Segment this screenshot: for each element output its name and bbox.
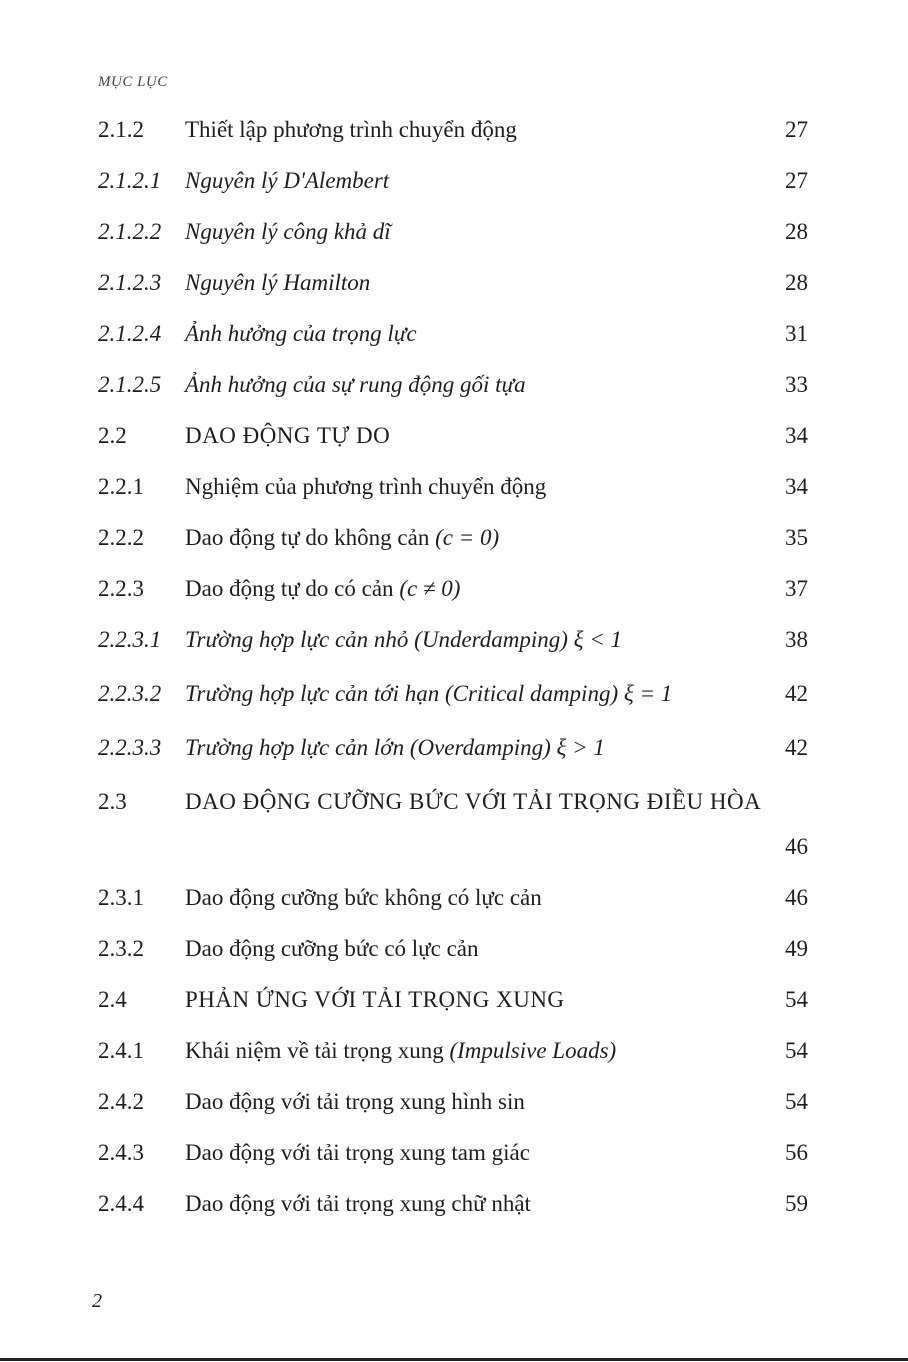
toc-entry-page: 27: [785, 117, 808, 142]
toc-entry-page: 27: [785, 168, 808, 193]
toc-entry[interactable]: [98, 1076, 820, 1127]
toc-entry-title: Ảnh hưởng của trọng lực: [185, 321, 417, 346]
toc-entry[interactable]: [98, 923, 820, 974]
toc-entry-title: [185, 1025, 765, 1076]
toc-entry-title: Nguyên lý D'Alembert: [185, 168, 390, 193]
toc-entry-number: 2.3: [98, 789, 127, 814]
toc-entry-page: 46: [785, 885, 808, 910]
toc-entry-page: 38: [785, 627, 808, 652]
toc-entry-title: Nghiệm của phương trình chuyển động: [185, 474, 547, 499]
toc-entry[interactable]: [98, 206, 820, 257]
toc-entry-title: Dao động cưỡng bức có lực cản: [185, 936, 479, 961]
toc-entry[interactable]: [98, 410, 820, 461]
toc-entry[interactable]: [98, 1127, 820, 1178]
toc-entry[interactable]: [98, 512, 820, 563]
toc-entry-page: 37: [785, 576, 808, 601]
toc-entry-page: 28: [785, 270, 808, 295]
toc-entry-number: 2.1.2.3: [98, 270, 162, 295]
toc-entry-page: 42: [785, 735, 808, 760]
toc-entry-title: Dao động với tải trọng xung tam giác: [185, 1140, 530, 1165]
toc-entry-page: 35: [785, 525, 808, 550]
toc-entry-page: 54: [785, 1038, 808, 1063]
toc-entry-number: 2.2.3: [98, 576, 144, 601]
toc-entry[interactable]: [98, 668, 820, 722]
page-number: 2: [92, 1290, 102, 1312]
toc-entry-page: 42: [785, 681, 808, 706]
toc-entry-title: Nguyên lý công khả dĩ: [185, 219, 391, 244]
toc-entry-number: 2.4.2: [98, 1089, 144, 1114]
toc-entry-number: 2.4.3: [98, 1140, 144, 1165]
toc-entry[interactable]: [98, 614, 820, 668]
toc-entry-title-text: Khái niệm về tải trọng xung: [185, 1038, 444, 1063]
toc-entry-page: 31: [785, 321, 808, 346]
toc-entry-title: Dao động với tải trọng xung chữ nhật: [185, 1191, 531, 1216]
toc-entry-number: 2.2.1: [98, 474, 144, 499]
toc-entry-number: 2.1.2.2: [98, 219, 162, 244]
toc-entry[interactable]: [98, 461, 820, 512]
toc-entry-page: 34: [785, 423, 808, 448]
toc-entry-number: 2.4.1: [98, 1038, 144, 1063]
toc-entry-title-math: (Impulsive Loads): [449, 1038, 617, 1063]
toc-entry-page: 49: [785, 936, 808, 961]
toc-entry[interactable]: [98, 1025, 820, 1076]
toc-entry-page: 34: [785, 474, 808, 499]
toc-entry-number: 2.4: [98, 987, 127, 1012]
toc-entry-title: Trường hợp lực cản lớn (Overdamping) ξ > 1: [185, 735, 605, 760]
toc-entry[interactable]: [98, 872, 820, 923]
toc-entry-title-text: Dao động tự do có cản: [185, 576, 394, 601]
toc-entry[interactable]: [98, 563, 820, 614]
toc-entry-title: DAO ĐỘNG CƯỠNG BỨC VỚI TẢI TRỌNG ĐIỀU HÒA: [185, 789, 762, 814]
toc-entry-title: PHẢN ỨNG VỚI TẢI TRỌNG XUNG: [185, 987, 565, 1012]
toc-entry-title: Dao động cưỡng bức không có lực cản: [185, 885, 542, 910]
toc-entry-page: 54: [785, 1089, 808, 1114]
toc-entry-title-math: (c = 0): [435, 525, 500, 550]
toc-entry-title: [185, 512, 765, 563]
toc-entry-page: 46: [785, 834, 808, 859]
toc-entry-number: 2.1.2: [98, 117, 144, 142]
toc-entry-title: Trường hợp lực cản tới hạn (Critical damping) ξ = 1: [185, 681, 673, 706]
toc-entry[interactable]: [98, 308, 820, 359]
toc-entry-title: Nguyên lý Hamilton: [185, 270, 371, 295]
toc-entry-page: 28: [785, 219, 808, 244]
toc-entry-number: 2.1.2.1: [98, 168, 162, 193]
toc-entry-title: [185, 563, 765, 614]
toc-entry[interactable]: [98, 1178, 820, 1229]
toc-entry-number: 2.2: [98, 423, 127, 448]
toc-entry[interactable]: [98, 974, 820, 1025]
page-bottom-edge: [0, 1358, 908, 1361]
toc-entry-number: 2.2.2: [98, 525, 144, 550]
toc-entry-page: 59: [785, 1191, 808, 1216]
toc-entry-number: 2.3.1: [98, 885, 144, 910]
toc-entry-number: 2.1.2.4: [98, 321, 162, 346]
toc-entry[interactable]: [98, 257, 820, 308]
toc-entry[interactable]: [98, 359, 820, 410]
toc-entry-title: Dao động với tải trọng xung hình sin: [185, 1089, 525, 1114]
toc-entry[interactable]: [98, 104, 820, 155]
toc-entry-number: 2.1.2.5: [98, 372, 162, 397]
table-of-contents: [98, 104, 820, 1229]
toc-entry-page: 33: [785, 372, 808, 397]
toc-entry[interactable]: [98, 155, 820, 206]
running-header: MỤC LỤC: [98, 74, 168, 90]
toc-entry-title: Trường hợp lực cản nhỏ (Underdamping) ξ < 1: [185, 627, 623, 652]
toc-entry-title-math: (c ≠ 0): [399, 576, 461, 601]
toc-entry-number: 2.2.3.1: [98, 627, 162, 652]
toc-entry-page: 56: [785, 1140, 808, 1165]
toc-entry[interactable]: [98, 722, 820, 776]
toc-entry[interactable]: [98, 776, 820, 872]
toc-entry-number: 2.4.4: [98, 1191, 144, 1216]
toc-entry-title: Ảnh hưởng của sự rung động gối tựa: [185, 372, 526, 397]
toc-entry-number: 2.2.3.3: [98, 735, 162, 760]
toc-entry-page: 54: [785, 987, 808, 1012]
toc-entry-title: DAO ĐỘNG TỰ DO: [185, 423, 391, 448]
toc-entry-title-text: Dao động tự do không cản: [185, 525, 430, 550]
toc-entry-number: 2.2.3.2: [98, 681, 162, 706]
toc-entry-number: 2.3.2: [98, 936, 144, 961]
toc-entry-title: Thiết lập phương trình chuyển động: [185, 117, 517, 142]
